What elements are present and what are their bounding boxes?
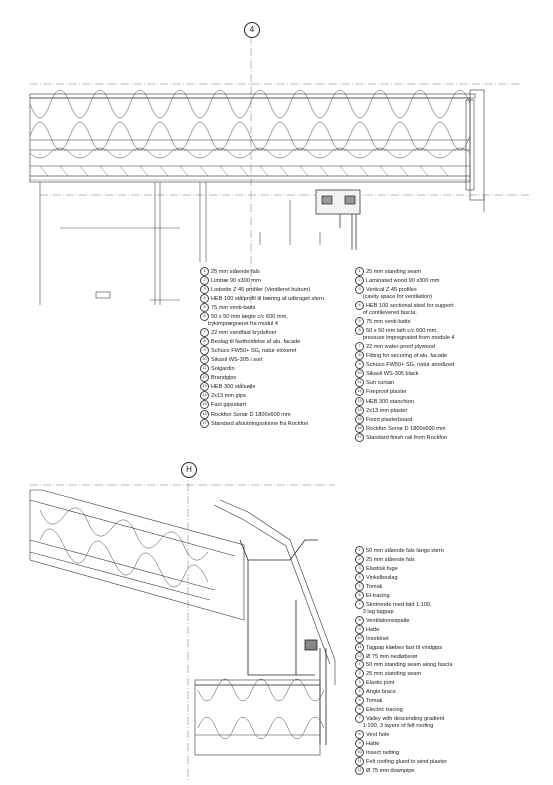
legend-text: 22 mm water-proof plywood: [366, 344, 436, 351]
legend-number-badge: 1: [200, 267, 209, 276]
legend-number-badge: 3: [200, 285, 209, 294]
legend-text: Fast gipsskørt: [211, 402, 247, 409]
legend-item: [355, 573, 444, 582]
legend-number-badge: 6: [355, 326, 364, 335]
legend-text: Tomak: [366, 698, 383, 705]
legend-text: Elastisk fuge: [366, 566, 398, 573]
legend-item: [355, 714, 452, 730]
legend-item: [355, 406, 455, 415]
legend-text: 50 x 50 mm lægte c/c 600 mm, trykimprægneret fra modul 4: [207, 314, 288, 328]
legend-item: [355, 342, 455, 351]
legend-english-bottom: [355, 660, 452, 775]
legend-number-badge: 12: [200, 373, 209, 382]
legend-number-badge: 4: [355, 573, 364, 582]
legend-item: [355, 687, 452, 696]
legend-number-badge: 11: [355, 757, 364, 766]
legend-item: [355, 378, 455, 387]
legend-item: [355, 669, 452, 678]
legend-number-badge: 2: [355, 276, 364, 285]
legend-number-badge: 10: [355, 748, 364, 757]
section-marker-4: 4: [244, 22, 260, 38]
legend-item: [200, 400, 325, 409]
legend-text: Valley with descending gradient 1:100, 3 layers of felt roofing: [362, 716, 445, 730]
legend-text: Beslag til fastholdelse af alu. facade: [211, 339, 301, 346]
legend-text: 2x13 mm plaster: [366, 407, 408, 414]
legend-number-badge: 1: [355, 546, 364, 555]
legend-text: Sikasil WS-305 black: [366, 371, 419, 378]
legend-text: Hatte: [366, 741, 380, 748]
legend-text: 25 mm standing seam: [366, 268, 422, 275]
legend-number-badge: 7: [355, 600, 364, 609]
legend-item: [355, 267, 455, 276]
legend-number-badge: 10: [200, 355, 209, 364]
legend-number-badge: 2: [355, 669, 364, 678]
legend-text: Elastic joint: [366, 680, 395, 687]
legend-item: [355, 424, 455, 433]
legend-item: [355, 369, 455, 378]
legend-number-badge: 8: [355, 616, 364, 625]
legend-text: Rockfon Sonar D 1800x600 mm: [366, 425, 446, 432]
legend-number-badge: 14: [355, 406, 364, 415]
legend-number-badge: 7: [200, 328, 209, 337]
legend-text: 50 mm standing seam along fascia: [366, 661, 453, 668]
legend-item: [355, 415, 455, 424]
legend-text: 75 mm venti-batts: [211, 305, 256, 312]
legend-number-badge: 7: [355, 714, 364, 723]
legend-item: [355, 317, 455, 326]
legend-number-badge: 6: [355, 705, 364, 714]
legend-number-badge: 2: [200, 276, 209, 285]
legend-danish-top: [200, 267, 325, 428]
legend-text: Felt roofing glued to wind plaster: [366, 759, 447, 766]
legend-text: Angle brace: [366, 689, 396, 696]
legend-item: [200, 276, 325, 285]
legend-text: 2x13 mm gips: [211, 393, 246, 400]
roof-slab: [30, 90, 484, 212]
legend-text: Fitting for securing of alu. facade: [366, 353, 448, 360]
legend-item: [355, 301, 455, 317]
legend-item: [200, 373, 325, 382]
legend-text: Limtræ 90 x300 mm: [211, 278, 261, 285]
legend-english-top: [355, 267, 455, 442]
legend-number-badge: 8: [355, 351, 364, 360]
legend-item: [355, 696, 452, 705]
legend-number-badge: 1: [355, 660, 364, 669]
legend-item: [355, 634, 444, 643]
legend-item: [355, 660, 452, 669]
legend-item: [355, 276, 455, 285]
legend-item: [200, 346, 325, 355]
legend-item: [200, 294, 325, 303]
legend-text: 25 mm stående fals: [211, 268, 260, 275]
legend-number-badge: 4: [355, 687, 364, 696]
legend-number-badge: 5: [355, 696, 364, 705]
legend-text: Laminated wood 90 x300 mm: [366, 278, 440, 285]
legend-item: [200, 267, 325, 276]
legend-text: Tagpap klæbes fast til vindgips: [366, 645, 443, 652]
legend-item: [200, 285, 325, 294]
legend-text: El-tracing: [366, 593, 390, 600]
sloped-insulation: [40, 508, 208, 587]
legend-number-badge: 10: [355, 369, 364, 378]
legend-item: [355, 616, 444, 625]
legend-text: 22 mm vandfast krydsfiner: [211, 330, 277, 337]
rafter-hatch: [30, 166, 470, 180]
legend-number-badge: 17: [355, 433, 364, 442]
legend-item: [355, 360, 455, 369]
legend-number-badge: 15: [200, 400, 209, 409]
legend-text: 75 mm venti-batts: [366, 319, 411, 326]
legend-text: Schüco FW50+ SG, natur anodized: [366, 362, 455, 369]
legend-item: [200, 328, 325, 337]
legend-text: Electric tracing: [366, 707, 403, 714]
legend-number-badge: 1: [355, 267, 364, 276]
legend-text: Sikasil WS-305 i sort: [211, 357, 263, 364]
legend-item: [200, 391, 325, 400]
legend-text: HEB 100 sectional steel for support of contilevered fascia.: [362, 303, 454, 317]
legend-number-badge: 12: [355, 652, 364, 661]
legend-number-badge: 16: [355, 424, 364, 433]
legend-item: [355, 397, 455, 406]
legend-text: 25 mm stående fals: [366, 557, 415, 564]
legend-item: [355, 351, 455, 360]
legend-text: Lodrette Z 45 profiler (Ventileret hulrum): [211, 287, 311, 294]
legend-number-badge: 17: [200, 419, 209, 428]
legend-number-badge: 4: [200, 294, 209, 303]
legend-item: [355, 555, 444, 564]
legend-text: Insect netting: [366, 750, 400, 757]
legend-item: [355, 643, 444, 652]
legend-item: [200, 303, 325, 312]
legend-item: [355, 600, 444, 616]
legend-item: [200, 364, 325, 373]
legend-number-badge: 6: [200, 312, 209, 321]
legend-text: Skotrende med fald 1:100, 3 lag tagpap: [362, 602, 432, 616]
legend-text: Brandgips: [211, 375, 237, 382]
legend-text: Ventilationsspalte: [366, 618, 410, 625]
legend-number-badge: 5: [355, 317, 364, 326]
legend-number-badge: 8: [355, 730, 364, 739]
sloped-roof: [30, 490, 244, 620]
legend-text: HEB 100 stålprofil til bæring af udkraget stern.: [211, 296, 326, 303]
legend-number-badge: 15: [355, 415, 364, 424]
legend-number-badge: 9: [355, 739, 364, 748]
legend-number-badge: 7: [355, 342, 364, 351]
legend-number-badge: 11: [355, 378, 364, 387]
section-marker-h: H: [181, 462, 197, 478]
legend-text: Schüco FW50+ SG, natur eloxeret: [211, 348, 297, 355]
legend-number-badge: 8: [200, 337, 209, 346]
legend-number-badge: 14: [200, 391, 209, 400]
legend-item: [200, 312, 325, 328]
legend-number-badge: 11: [200, 364, 209, 373]
legend-text: Fixed plasterboard: [366, 416, 413, 423]
legend-item: [200, 419, 325, 428]
gutter-valley: [240, 540, 326, 745]
legend-item: [355, 546, 444, 555]
legend-item: [355, 582, 444, 591]
legend-number-badge: 10: [355, 634, 364, 643]
legend-number-badge: 13: [355, 397, 364, 406]
lower-insulation: [198, 679, 324, 739]
legend-number-badge: 5: [200, 303, 209, 312]
legend-item: [355, 285, 455, 301]
legend-item: [355, 564, 444, 573]
legend-text: Solgardin: [211, 366, 235, 373]
legend-text: 50 mm stående fals langs stern: [366, 547, 444, 554]
legend-number-badge: 12: [355, 766, 364, 775]
legend-item: [355, 730, 452, 739]
legend-number-badge: 3: [355, 564, 364, 573]
legend-text: Ø 75 mm nedløbsrør: [366, 654, 418, 661]
steel-fittings: [316, 190, 360, 250]
legend-text: Standard afslutningsskinne fra Rockfon: [211, 420, 309, 427]
legend-text: Vent hole: [366, 732, 390, 739]
legend-item: [200, 410, 325, 419]
legend-text: Standard finish rail from Rockfon: [366, 434, 448, 441]
legend-text: Rockfon Sonar D 1800x600 mm: [211, 411, 291, 418]
legend-item: [355, 748, 452, 757]
legend-item: [355, 678, 452, 687]
legend-number-badge: 4: [355, 301, 364, 310]
legend-text: Vinkelbeslag: [366, 575, 398, 582]
legend-number-badge: 3: [355, 678, 364, 687]
legend-item: [200, 337, 325, 346]
legend-number-badge: 12: [355, 387, 364, 396]
legend-item: [200, 382, 325, 391]
legend-number-badge: 9: [355, 625, 364, 634]
legend-number-badge: 5: [355, 582, 364, 591]
legend-text: Sun curtain: [366, 380, 395, 387]
legend-item: [355, 625, 444, 634]
legend-item: [355, 705, 452, 714]
legend-text: HEB 300 stanchion: [366, 398, 414, 405]
legend-number-badge: 13: [200, 382, 209, 391]
legend-text: Insektnet: [366, 636, 389, 643]
legend-number-badge: 3: [355, 285, 364, 294]
legend-item: [355, 591, 444, 600]
legend-text: Hatte: [366, 627, 380, 634]
legend-text: HEB 300 stålsøjle: [211, 384, 256, 391]
legend-item: [355, 757, 452, 766]
legend-number-badge: 11: [355, 643, 364, 652]
legend-number-badge: 2: [355, 555, 364, 564]
legend-text: Fireproof plaster: [366, 389, 407, 396]
legend-text: Tomak: [366, 584, 383, 591]
legend-item: [200, 355, 325, 364]
legend-item: [355, 387, 455, 396]
legend-item: [355, 766, 452, 775]
legend-text: Vertical Z 45 profiles (cavity space for ventilation): [362, 287, 433, 301]
legend-text: Ø 75 mm downpipe: [366, 768, 415, 775]
legend-number-badge: 9: [200, 346, 209, 355]
legend-text: 50 x 50 mm lath c/c 600 mm, pressure impregnated from module 4: [362, 328, 455, 342]
legend-number-badge: 6: [355, 591, 364, 600]
legend-item: [355, 739, 452, 748]
right-roof-slope: [214, 500, 335, 685]
legend-danish-bottom: [355, 546, 444, 661]
legend-item: [355, 326, 455, 342]
insulation-pattern: [30, 90, 470, 158]
legend-text: 25 mm standing seam: [366, 671, 422, 678]
legend-number-badge: 9: [355, 360, 364, 369]
lower-slab: [195, 680, 320, 755]
legend-number-badge: 16: [200, 410, 209, 419]
legend-item: [355, 433, 455, 442]
